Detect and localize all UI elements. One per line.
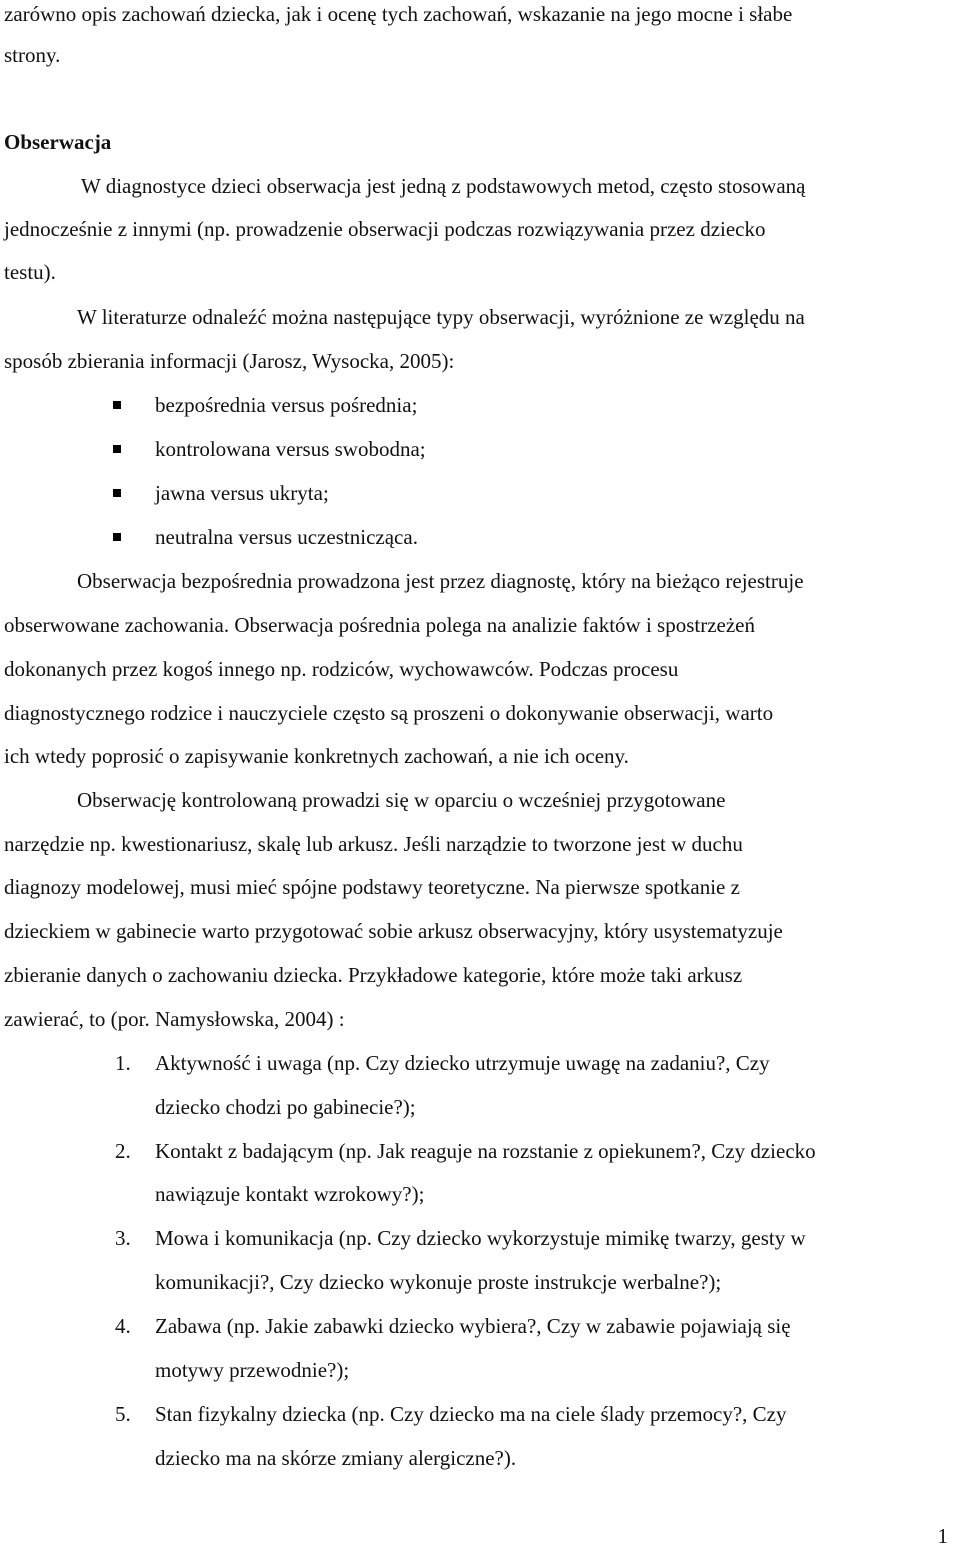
list-number: 1. bbox=[115, 1051, 131, 1075]
text-line: zbieranie danych o zachowaniu dziecka. Przykładowe kategorie, które może taki arkusz bbox=[4, 963, 743, 987]
text-line: jednocześnie z innymi (np. prowadzenie obserwacji podczas rozwiązywania przez dziecko bbox=[4, 217, 766, 241]
text-line: sposób zbierania informacji (Jarosz, Wysocka, 2005): bbox=[4, 349, 455, 373]
text-line: zarówno opis zachowań dziecka, jak i ocenę tych zachowań, wskazanie na jego mocne i słabe bbox=[4, 2, 793, 26]
text-line: strony. bbox=[4, 43, 61, 67]
bullet-text: kontrolowana versus swobodna; bbox=[155, 437, 426, 461]
list-number: 4. bbox=[115, 1314, 131, 1338]
list-text: nawiązuje kontakt wzrokowy?); bbox=[155, 1182, 425, 1206]
text-line: diagnozy modelowej, musi mieć spójne podstawy teoretyczne. Na pierwsze spotkanie z bbox=[4, 875, 740, 899]
list-text: motywy przewodnie?); bbox=[155, 1358, 350, 1382]
list-number: 2. bbox=[115, 1139, 131, 1163]
list-number: 5. bbox=[115, 1402, 131, 1426]
list-number: 3. bbox=[115, 1226, 131, 1250]
text-line: zawierać, to (por. Namysłowska, 2004) : bbox=[4, 1007, 345, 1031]
text-line: dzieckiem w gabinecie warto przygotować sobie arkusz obserwacyjny, który usystematyzuje bbox=[4, 919, 783, 943]
bullet-text: jawna versus ukryta; bbox=[155, 481, 329, 505]
text-line: Obserwacja bezpośrednia prowadzona jest przez diagnostę, który na bieżąco rejestruje bbox=[77, 569, 804, 593]
section-heading: Obserwacja bbox=[4, 130, 112, 154]
square-bullet-icon bbox=[113, 401, 121, 409]
text-line: Obserwację kontrolowaną prowadzi się w oparciu o wcześniej przygotowane bbox=[77, 788, 726, 812]
bullet-text: neutralna versus uczestnicząca. bbox=[155, 525, 418, 549]
list-text: dziecko ma na skórze zmiany alergiczne?). bbox=[155, 1446, 517, 1470]
bullet-text: bezpośrednia versus pośrednia; bbox=[155, 393, 418, 417]
list-text: Zabawa (np. Jakie zabawki dziecko wybiera?, Czy w zabawie pojawiają się bbox=[155, 1314, 791, 1338]
square-bullet-icon bbox=[113, 533, 121, 541]
text-line: W literaturze odnaleźć można następujące typy obserwacji, wyróżnione ze względu na bbox=[77, 305, 805, 329]
list-text: dziecko chodzi po gabinecie?); bbox=[155, 1095, 416, 1119]
list-text: komunikacji?, Czy dziecko wykonuje proste instrukcje werbalne?); bbox=[155, 1270, 722, 1294]
list-text: Mowa i komunikacja (np. Czy dziecko wykorzystuje mimikę twarzy, gesty w bbox=[155, 1226, 806, 1250]
square-bullet-icon bbox=[113, 445, 121, 453]
text-line: diagnostycznego rodzice i nauczyciele często są proszeni o dokonywanie obserwacji, warto bbox=[4, 701, 774, 725]
list-text: Kontakt z badającym (np. Jak reaguje na rozstanie z opiekunem?, Czy dziecko bbox=[155, 1139, 816, 1163]
list-text: Aktywność i uwaga (np. Czy dziecko utrzymuje uwagę na zadaniu?, Czy bbox=[155, 1051, 770, 1075]
square-bullet-icon bbox=[113, 489, 121, 497]
text-line: W diagnostyce dzieci obserwacja jest jedną z podstawowych metod, często stosowaną bbox=[81, 174, 806, 198]
list-text: Stan fizykalny dziecka (np. Czy dziecko ma na ciele ślady przemocy?, Czy bbox=[155, 1402, 787, 1426]
page-number: 1 bbox=[937, 1524, 948, 1548]
text-line: ich wtedy poprosić o zapisywanie konkretnych zachowań, a nie ich oceny. bbox=[4, 744, 629, 768]
text-line: narzędzie np. kwestionariusz, skalę lub arkusz. Jeśli narządzie to tworzone jest w duchu bbox=[4, 832, 743, 856]
text-line: dokonanych przez kogoś innego np. rodziców, wychowawców. Podczas procesu bbox=[4, 657, 679, 681]
text-line: obserwowane zachowania. Obserwacja pośrednia polega na analizie faktów i spostrzeżeń bbox=[4, 613, 756, 637]
text-line: testu). bbox=[4, 260, 56, 284]
